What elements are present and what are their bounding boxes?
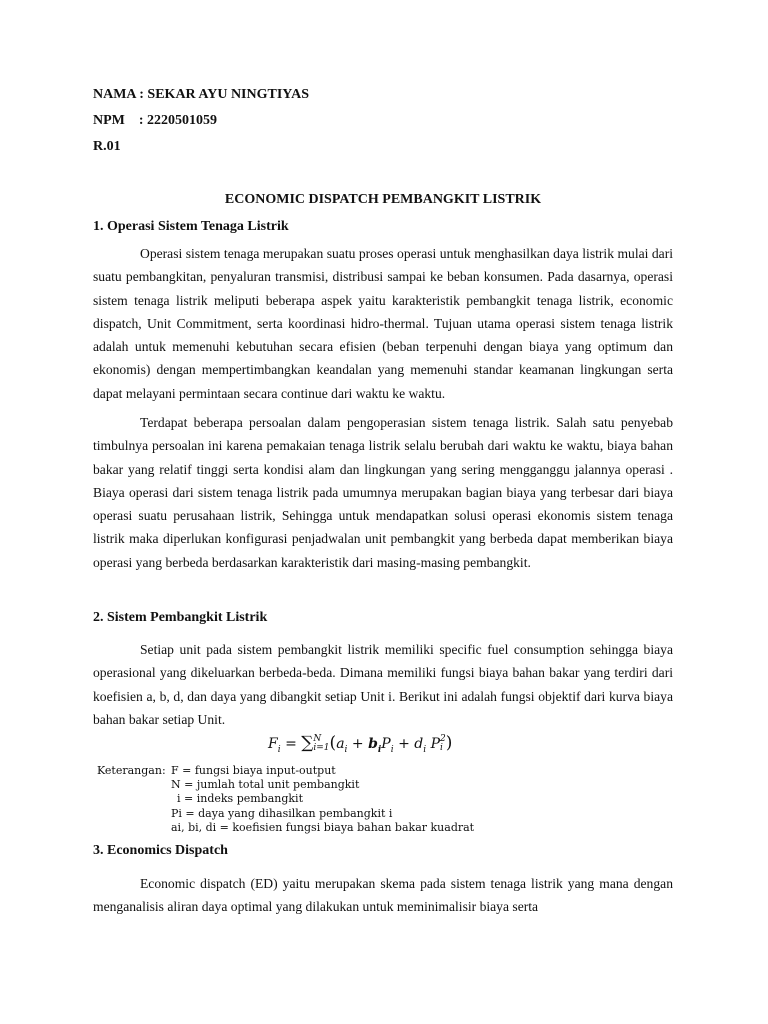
class-code: R.01	[93, 139, 121, 154]
npm-value: : 2220501059	[138, 113, 218, 128]
section-heading-3: 3. Economics Dispatch	[93, 843, 228, 858]
paragraph-3-1: Economic dispatch (ED) yaitu merupakan skema pada sistem tenaga listrik yang mana dengan menganalisis aliran daya optimal yang dilakukan untuk meminimalisir biaya serta	[93, 876, 673, 915]
paragraph-2-1: Setiap unit pada sistem pembangkit listrik memiliki specific fuel consumption sehingga biaya operasional yang dikeluarkan berbeda-beda. Dimana memiliki fungsi biaya bahan bakar yang terdiri dari koefisien a, b, d, dan daya yang dibangkit setiap Unit i. Berikut ini adalah fungsi objektif dari kurva biaya bahan bakar setiap Unit.	[93, 642, 673, 727]
legend-text: i = indeks pembangkit	[177, 792, 304, 806]
document-title: ECONOMIC DISPATCH PEMBANGKIT LISTRIK	[224, 192, 542, 207]
legend-text: F = fungsi biaya input-output	[171, 764, 336, 777]
legend-text: Pi = daya yang dihasilkan pembangkit i	[171, 806, 393, 820]
legend-text: N = jumlah total unit pembangkit	[171, 778, 360, 792]
section-heading-2: 2. Sistem Pembangkit Listrik	[93, 610, 268, 625]
paragraph-1-2: Terdapat beberapa persoalan dalam pengoperasian sistem tenaga listrik. Salah satu penyebab timbulnya persoalan ini karena pemakaian tenaga listrik selalu berubah dari waktu ke waktu, biaya bahan bakar yang relatif tinggi serta kondisi alam dan lingkungan yang sering mengganggu jalannya operasi . Biaya operasi dari sistem tenaga listrik pada umumnya merupakan bagian biaya yang terbesar dari biaya operasi suatu perusahaan listrik, Sehingga untuk mendapatkan solusi operasi ekonomis sistem tenaga listrik maka diperlukan konfigurasi penjadwalan unit pembangkit yang berbeda dapat memberikan biaya operasi yang berbeda berdasarkan karakteristik dari masing-masing pembangkit.	[93, 415, 673, 570]
fuel-cost-formula: $F_i$ = ∑ N i=1 ($a_i + b_iP_i + d_i$ P 2 i )	[268, 733, 453, 755]
student-npm	[93, 113, 217, 129]
student-name: NAMA : SEKAR AYU NINGTIYAS	[93, 87, 310, 102]
legend-text: ai, bi, di = koefisien fungsi biaya bahan bakar kuadrat	[171, 820, 475, 834]
npm-label: NPM	[93, 113, 125, 128]
section-heading-1: 1. Operasi Sistem Tenaga Listrik	[93, 219, 289, 234]
paragraph-1-1: Operasi sistem tenaga merupakan suatu proses operasi untuk menghasilkan daya listrik mulai dari suatu pembangkitan, penyaluran transmisi, distribusi sampai ke beban konsumen. Pada dasarnya, operasi sistem tenaga listrik meliputi beberapa aspek yaitu karakteristik pembangkit tenaga listrik, economic dispatch, Unit Commitment, serta koordinasi hidro-thermal. Tujuan utama operasi sistem tenaga listrik adalah untuk memenuhi kebutuhan secara efisien (beban terpenuhi dengan biaya yang optimum dan ekonomis) dengan mempertimbangkan keandalan yang memenuhi standar keamanan lingkungan serta dapat melayani permintaan secara continue dari waktu ke waktu.	[93, 246, 673, 401]
legend-label: Keterangan:	[97, 764, 166, 777]
